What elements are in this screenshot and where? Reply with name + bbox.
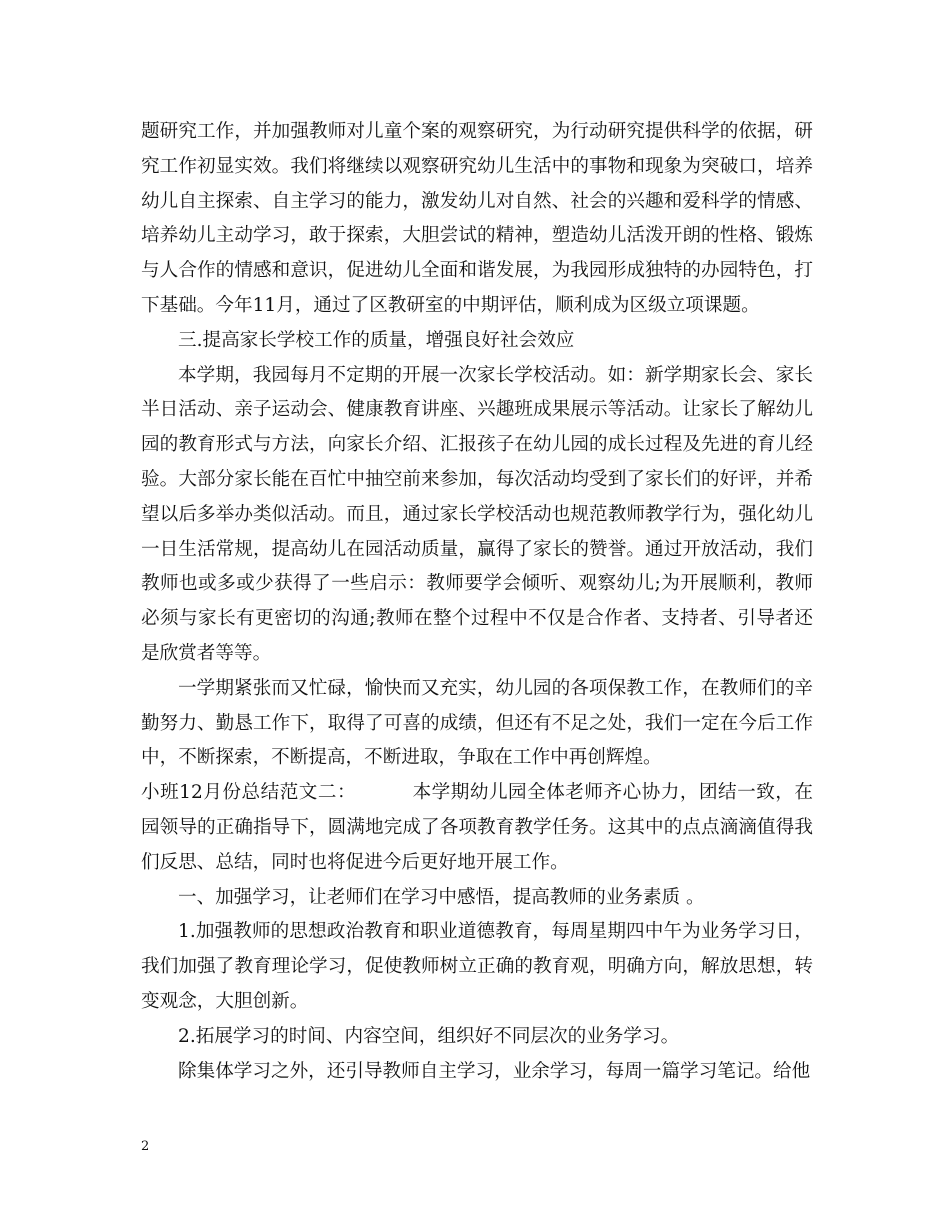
paragraph-text: 一学期紧张而又忙碌，愉快而又充实，幼儿园的各项保教工作，在教师们的辛勤努力、勤恳工作下，取得了可喜的成绩，但还有不足之处，我们一定在今后工作中，不断探索，不断提高，不断进取，争取在工作中再创辉煌。 bbox=[141, 677, 813, 769]
paragraph-text: 2.拓展学习的时间、内容空间，组织好不同层次的业务学习。 bbox=[178, 1025, 680, 1047]
paragraph-self-study bbox=[141, 1055, 813, 1090]
paragraph-sample-two bbox=[141, 776, 813, 880]
paragraph-text: 三.提高家长学校工作的质量，增强良好社会效应 bbox=[178, 329, 575, 351]
section-heading-learning bbox=[141, 881, 813, 916]
paragraph-text: 题研究工作，并加强教师对儿童个案的观察研究，为行动研究提供科学的依据，研究工作初显实效。我们将继续以观察研究幼儿生活中的事物和现象为突破口，培养幼儿自主探索、自主学习的能力，激发幼儿对自然、社会的兴趣和爱科学的情感、培养幼儿主动学习，敢于探索，大胆尝试的精神，塑造幼儿活泼开朗的性格、锻炼与人合作的情感和意识，促进幼儿全面和谐发展，为我园形成独特的办园特色，打下基础。今年11月，通过了区教研室的中期评估，顺利成为区级立项课题。 bbox=[141, 121, 813, 316]
paragraph-research-summary bbox=[141, 115, 813, 324]
paragraph-parent-activities bbox=[141, 359, 813, 672]
paragraph-text: 除集体学习之外，还引导教师自主学习，业余学习，每周一篇学习笔记。给他 bbox=[178, 1060, 811, 1082]
paragraph-text: 1.加强教师的思想政治教育和职业道德教育，每周星期四中午为业务学习日，我们加强了教育理论学习，促使教师树立正确的教育观，明确方向，解放思想，转变观念，大胆创新。 bbox=[141, 921, 813, 1012]
page-number: 2 bbox=[141, 1139, 150, 1154]
paragraph-point-one bbox=[141, 915, 813, 1019]
paragraph-text: 本学期，我园每月不定期的开展一次家长学校活动。如：新学期家长会、家长半日活动、亲子运动会、健康教育讲座、兴趣班成果展示等活动。让家长了解幼儿园的教育形式与方法，向家长介绍、汇报孩子在幼儿园的成长过程及先进的育儿经验。大部分家长能在百忙中抽空前来参加，每次活动均受到了家长们的好评，并希望以后多举办类似活动。而且，通过家长学校活动也规范教师教学行为，强化幼儿一日生活常规，提高幼儿在园活动质量，赢得了家长的赞誉。通过开放活动，我们教师也或多或少获得了一些启示：教师要学会倾听、观察幼儿;为开展顺利，教师必须与家长有更密切的沟通;教师在整个过程中不仅是合作者、支持者、引导者还是欣赏者等等。 bbox=[141, 364, 813, 664]
paragraph-semester-conclusion bbox=[141, 672, 813, 776]
paragraph-text: 一、加强学习，让老师们在学习中感悟，提高教师的业务素质 。 bbox=[178, 886, 705, 908]
section-heading-parent-school bbox=[141, 324, 813, 359]
body-text bbox=[141, 115, 813, 1089]
paragraph-point-two bbox=[141, 1020, 813, 1055]
sample-heading: 小班12月份总结范文二： bbox=[141, 782, 357, 804]
paragraph-text: 本学期幼儿园全体老师齐心协力，团结一致，在园领导的正确指导下，圆满地完成了各项教育教学任务。这其中的点点滴滴值得我们反思、总结，同时也将促进今后更好地开展工作。 bbox=[141, 782, 813, 873]
